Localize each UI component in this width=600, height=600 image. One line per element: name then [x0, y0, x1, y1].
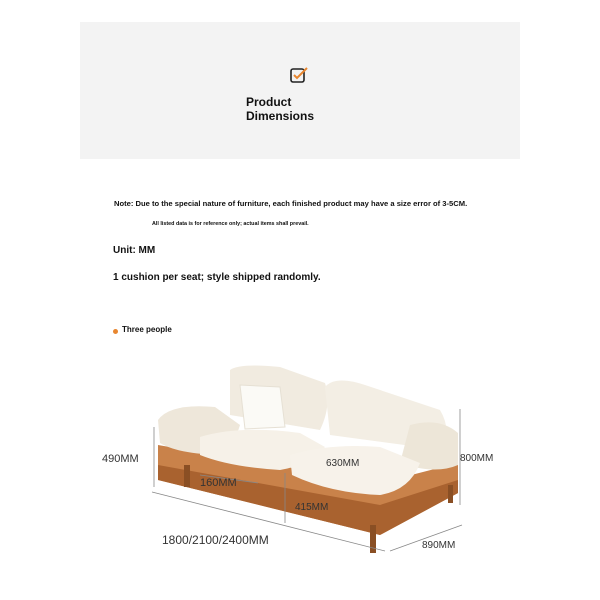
- dimension-armrest-label: 160MM: [200, 477, 237, 489]
- dimension-depth-label: 890MM: [422, 540, 456, 551]
- title-line-2: Dimensions: [246, 109, 315, 123]
- bullet-dot: [113, 329, 118, 334]
- dimension-seat-depth-label: 630MM: [326, 458, 360, 469]
- dimension-total-height-label: 800MM: [460, 453, 494, 464]
- size-error-note: Note: Due to the special nature of furniture, each finished product may have a size error of 3-5CM.: [114, 199, 468, 208]
- dimension-width-label: 1800/2100/2400MM: [162, 533, 269, 547]
- unit-label: Unit: MM: [113, 245, 156, 256]
- section-label: Three people: [122, 325, 172, 334]
- header-banner: [80, 22, 520, 159]
- title-line-1: Product: [246, 95, 292, 109]
- dimension-seat-height-label: 490MM: [102, 453, 139, 465]
- reference-note: All listed data is for reference only; actual items shall prevail.: [152, 221, 309, 227]
- checklist-icon: [290, 66, 310, 84]
- cushion-note: 1 cushion per seat; style shipped randomly.: [113, 272, 321, 283]
- dimension-seat-height-floor-label: 415MM: [295, 502, 329, 513]
- page-title: [246, 95, 314, 123]
